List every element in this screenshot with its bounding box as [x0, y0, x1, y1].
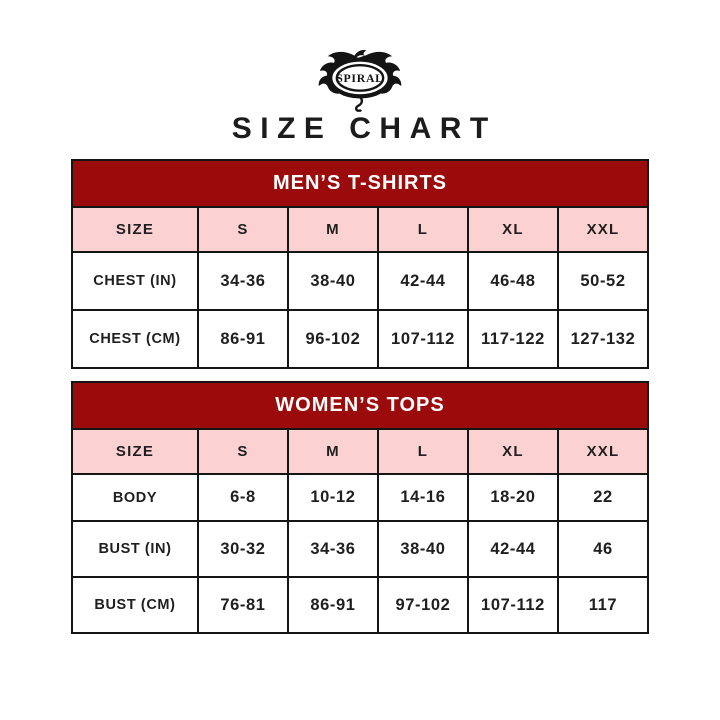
size-col-xxl: XXL [558, 207, 648, 252]
table-row-body [72, 474, 648, 521]
size-col-l: L [378, 429, 468, 474]
value-cell: 107-112 [468, 577, 558, 633]
table-title-mens: MEN’S T-SHIRTS [72, 160, 648, 207]
size-header-row [72, 207, 648, 252]
value-cell: 117 [558, 577, 648, 633]
row-label: CHEST (CM) [72, 310, 198, 368]
value-cell: 76-81 [198, 577, 288, 633]
table-row-chest-in [72, 252, 648, 310]
value-cell: 96-102 [288, 310, 378, 368]
value-cell: 107-112 [378, 310, 468, 368]
size-col-m: M [288, 429, 378, 474]
value-cell: 22 [558, 474, 648, 521]
value-cell: 46 [558, 521, 648, 577]
brand-logo [308, 42, 412, 112]
size-col-xxl: XXL [558, 429, 648, 474]
row-label: BUST (IN) [72, 521, 198, 577]
size-col-header: SIZE [72, 207, 198, 252]
value-cell: 34-36 [288, 521, 378, 577]
size-col-s: S [198, 429, 288, 474]
value-cell: 30-32 [198, 521, 288, 577]
value-cell: 42-44 [378, 252, 468, 310]
value-cell: 14-16 [378, 474, 468, 521]
value-cell: 6-8 [198, 474, 288, 521]
logo-text: SPIRAL [336, 71, 384, 86]
size-col-m: M [288, 207, 378, 252]
size-col-xl: XL [468, 207, 558, 252]
value-cell: 18-20 [468, 474, 558, 521]
value-cell: 34-36 [198, 252, 288, 310]
table-row-bust-in [72, 521, 648, 577]
table-row-chest-cm [72, 310, 648, 368]
size-table-womens [71, 381, 649, 634]
size-header-row [72, 429, 648, 474]
value-cell: 38-40 [378, 521, 468, 577]
row-label: BODY [72, 474, 198, 521]
row-label: CHEST (IN) [72, 252, 198, 310]
table-title-row [72, 160, 648, 207]
value-cell: 117-122 [468, 310, 558, 368]
value-cell: 10-12 [288, 474, 378, 521]
value-cell: 97-102 [378, 577, 468, 633]
value-cell: 42-44 [468, 521, 558, 577]
table-title-row [72, 382, 648, 429]
value-cell: 127-132 [558, 310, 648, 368]
value-cell: 86-91 [198, 310, 288, 368]
row-label: BUST (CM) [72, 577, 198, 633]
value-cell: 86-91 [288, 577, 378, 633]
size-col-l: L [378, 207, 468, 252]
value-cell: 50-52 [558, 252, 648, 310]
page-title: SIZE CHART [231, 112, 497, 145]
value-cell: 46-48 [468, 252, 558, 310]
table-title-womens: WOMEN’S TOPS [72, 382, 648, 429]
size-col-header: SIZE [72, 429, 198, 474]
size-col-s: S [198, 207, 288, 252]
size-table-mens [71, 159, 649, 369]
value-cell: 38-40 [288, 252, 378, 310]
table-row-bust-cm [72, 577, 648, 633]
spiral-logo-icon [308, 42, 412, 112]
size-col-xl: XL [468, 429, 558, 474]
